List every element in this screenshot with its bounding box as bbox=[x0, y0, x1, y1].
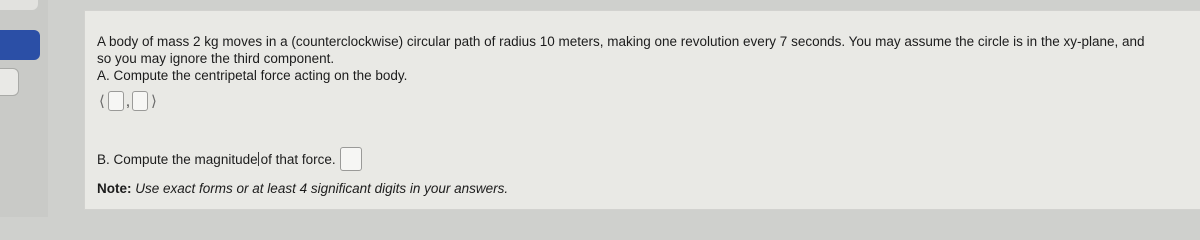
force-vector-input bbox=[97, 89, 159, 113]
problem-text bbox=[97, 33, 1162, 84]
sidebar-tab-top[interactable] bbox=[0, 0, 38, 10]
note bbox=[97, 181, 508, 196]
problem-panel bbox=[84, 10, 1200, 210]
note-text: Use exact forms or at least 4 significant digits in your answers. bbox=[135, 181, 509, 196]
note-label: Note: bbox=[97, 181, 132, 196]
problem-statement: A body of mass 2 kg moves in a (counterclockwise) circular path of radius 10 meters, making one revolution every 7 seconds. You may assume the circle is in the xy-plane, and so you may ignore the third component. bbox=[97, 34, 1145, 66]
magnitude-input[interactable] bbox=[340, 147, 362, 171]
left-sidebar bbox=[0, 0, 48, 217]
sidebar-tab[interactable] bbox=[0, 68, 19, 96]
part-b-prompt-start: B. Compute the magnitude bbox=[97, 151, 258, 167]
vector-close-bracket: ⟩ bbox=[151, 93, 157, 110]
force-y-input[interactable] bbox=[132, 91, 148, 111]
sidebar-tab-active[interactable] bbox=[0, 30, 40, 60]
part-b-prompt-end: of that force. bbox=[260, 151, 336, 167]
text-cursor-icon bbox=[258, 152, 259, 166]
vector-open-bracket: ⟨ bbox=[99, 93, 105, 110]
vector-comma: , bbox=[125, 92, 131, 110]
part-b-row bbox=[97, 147, 363, 171]
part-a-prompt: A. Compute the centripetal force acting on the body. bbox=[97, 68, 408, 83]
force-x-input[interactable] bbox=[108, 91, 124, 111]
